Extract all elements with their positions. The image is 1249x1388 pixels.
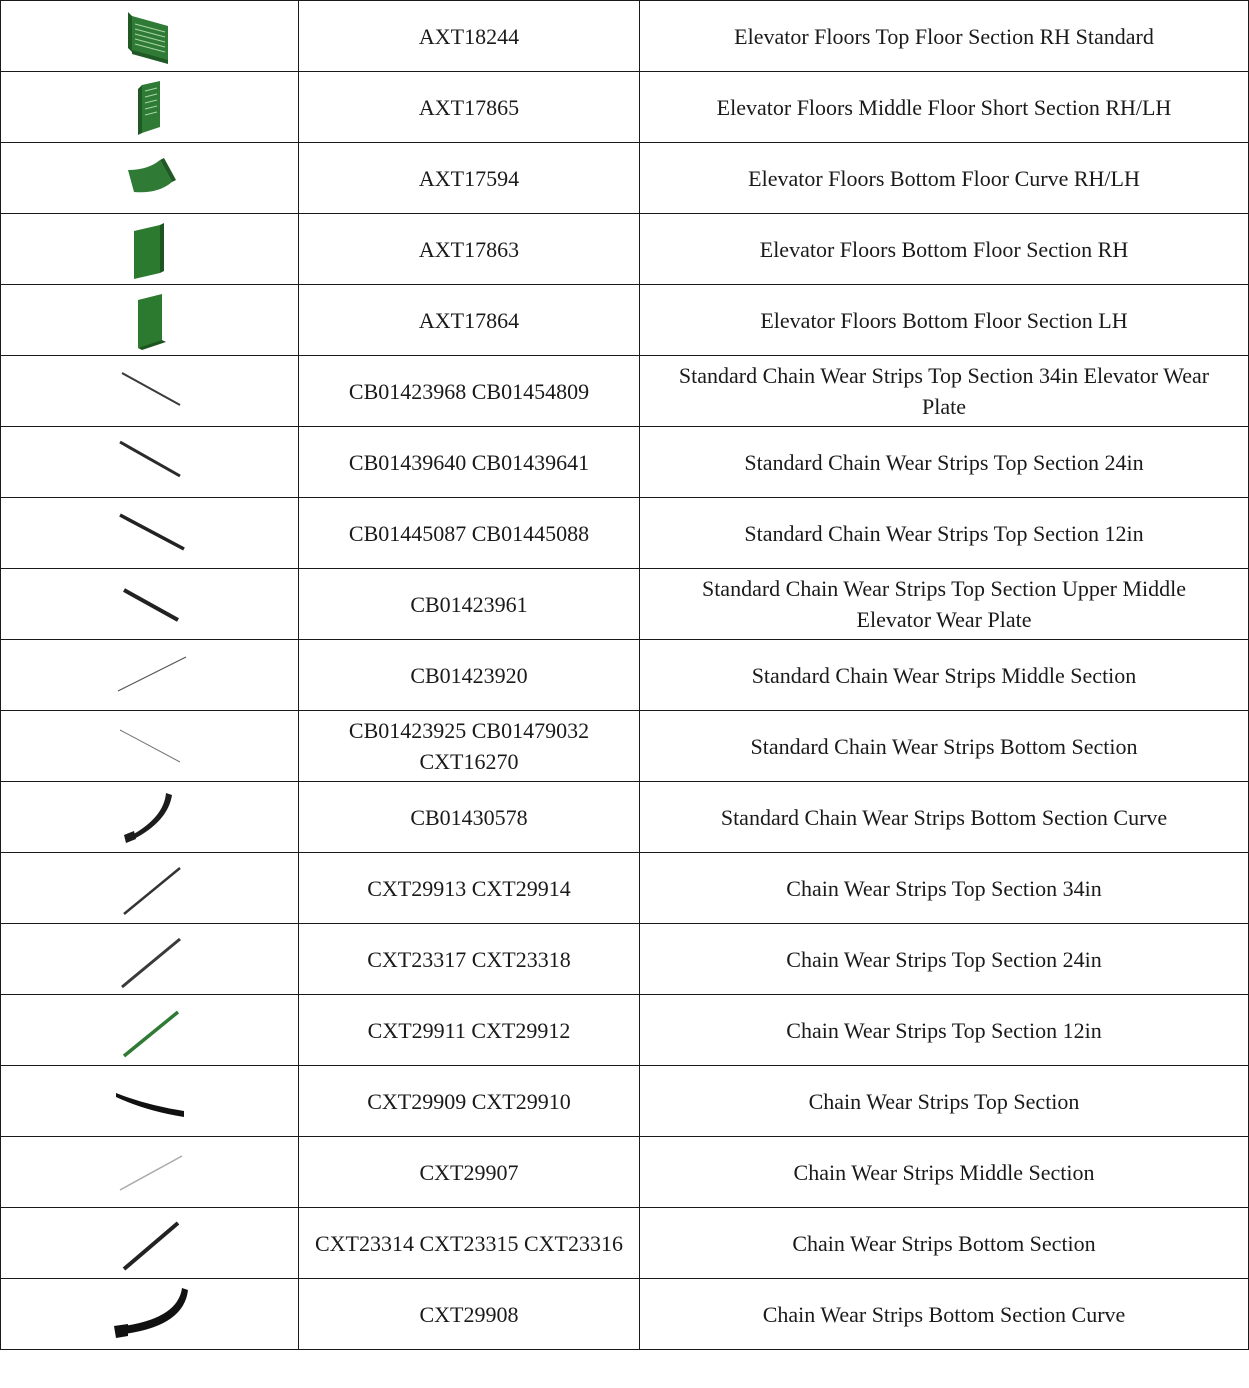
part-number-cell: CB01423925 CB01479032 CXT16270 [299,711,640,782]
part-image-cell [1,72,299,143]
wear-strip-icon [110,574,190,634]
table-row [1,711,1249,782]
table-row [1,72,1249,143]
part-number-cell: CXT29913 CXT29914 [299,853,640,924]
part-image-cell [1,214,299,285]
black-wear-strip-icon [110,1071,190,1131]
curved-wear-strip-icon [110,1284,190,1344]
part-number-cell: AXT17865 [299,72,640,143]
part-number-cell: AXT17864 [299,285,640,356]
part-image-cell [1,711,299,782]
table-row [1,214,1249,285]
part-number-cell: AXT17594 [299,143,640,214]
part-image-cell [1,569,299,640]
part-image-cell [1,1066,299,1137]
part-description-cell: Elevator Floors Bottom Floor Curve RH/LH [640,143,1249,214]
part-description-cell: Elevator Floors Top Floor Section RH Standard [640,1,1249,72]
part-image-cell [1,1,299,72]
part-image-cell [1,924,299,995]
part-number-cell: CXT23317 CXT23318 [299,924,640,995]
part-number-cell: CB01439640 CB01439641 [299,427,640,498]
table-row [1,1279,1249,1350]
wear-strip-icon [110,503,190,563]
part-description-cell: Standard Chain Wear Strips Top Section 12in [640,498,1249,569]
part-number-cell: CXT29907 [299,1137,640,1208]
part-number-cell: CB01445087 CB01445088 [299,498,640,569]
table-row [1,995,1249,1066]
part-description-cell: Standard Chain Wear Strips Top Section Upper Middle Elevator Wear Plate [640,569,1249,640]
green-curved-floor-panel-icon [120,148,180,208]
table-row [1,427,1249,498]
thin-wear-strip-icon [110,716,190,776]
part-number-cell: CXT29908 [299,1279,640,1350]
part-description-cell: Elevator Floors Bottom Floor Section RH [640,214,1249,285]
part-description-cell: Elevator Floors Bottom Floor Section LH [640,285,1249,356]
table-row [1,1,1249,72]
part-number-cell: CB01423968 CB01454809 [299,356,640,427]
table-row [1,1137,1249,1208]
table-row [1,498,1249,569]
table-row [1,569,1249,640]
part-image-cell [1,427,299,498]
wear-strip-icon [110,1213,190,1273]
part-image-cell [1,640,299,711]
part-number-cell: AXT17863 [299,214,640,285]
part-description-cell: Standard Chain Wear Strips Top Section 34in Elevator Wear Plate [640,356,1249,427]
part-number-cell: CXT29909 CXT29910 [299,1066,640,1137]
part-description-cell: Elevator Floors Middle Floor Short Section RH/LH [640,72,1249,143]
green-mesh-floor-panel-icon [120,6,180,66]
part-image-cell [1,356,299,427]
part-description-cell: Chain Wear Strips Middle Section [640,1137,1249,1208]
part-image-cell [1,782,299,853]
part-image-cell [1,1279,299,1350]
part-image-cell [1,1137,299,1208]
part-description-cell: Standard Chain Wear Strips Top Section 24in [640,427,1249,498]
table-row [1,640,1249,711]
part-image-cell [1,143,299,214]
part-description-cell: Chain Wear Strips Top Section 34in [640,853,1249,924]
table-row [1,924,1249,995]
part-number-cell: CB01423920 [299,640,640,711]
wear-strip-icon [110,858,190,918]
green-floor-plate-lh-icon [120,290,180,350]
green-floor-plate-rh-icon [120,219,180,279]
table-row [1,1208,1249,1279]
part-image-cell [1,853,299,924]
part-image-cell [1,1208,299,1279]
part-image-cell [1,995,299,1066]
green-short-floor-panel-icon [120,77,180,137]
table-row [1,285,1249,356]
parts-table-body [1,1,1249,1350]
part-number-cell: CB01423961 [299,569,640,640]
part-number-cell: CXT29911 CXT29912 [299,995,640,1066]
table-row [1,356,1249,427]
thin-wear-strip-icon [110,1142,190,1202]
part-description-cell: Chain Wear Strips Bottom Section Curve [640,1279,1249,1350]
table-row [1,143,1249,214]
part-description-cell: Chain Wear Strips Top Section [640,1066,1249,1137]
table-row [1,1066,1249,1137]
part-number-cell: AXT18244 [299,1,640,72]
part-image-cell [1,498,299,569]
part-description-cell: Chain Wear Strips Top Section 24in [640,924,1249,995]
curved-wear-strip-icon [110,787,190,847]
wear-strip-icon [110,929,190,989]
part-image-cell [1,285,299,356]
part-number-cell: CXT23314 CXT23315 CXT23316 [299,1208,640,1279]
part-description-cell: Chain Wear Strips Top Section 12in [640,995,1249,1066]
part-description-cell: Chain Wear Strips Bottom Section [640,1208,1249,1279]
thin-wear-strip-icon [110,645,190,705]
wear-strip-icon [110,432,190,492]
table-row [1,782,1249,853]
part-description-cell: Standard Chain Wear Strips Bottom Section [640,711,1249,782]
table-row [1,853,1249,924]
part-description-cell: Standard Chain Wear Strips Bottom Section Curve [640,782,1249,853]
wear-strip-icon [110,361,190,421]
green-wear-strip-icon [110,1000,190,1060]
part-description-cell: Standard Chain Wear Strips Middle Section [640,640,1249,711]
part-number-cell: CB01430578 [299,782,640,853]
